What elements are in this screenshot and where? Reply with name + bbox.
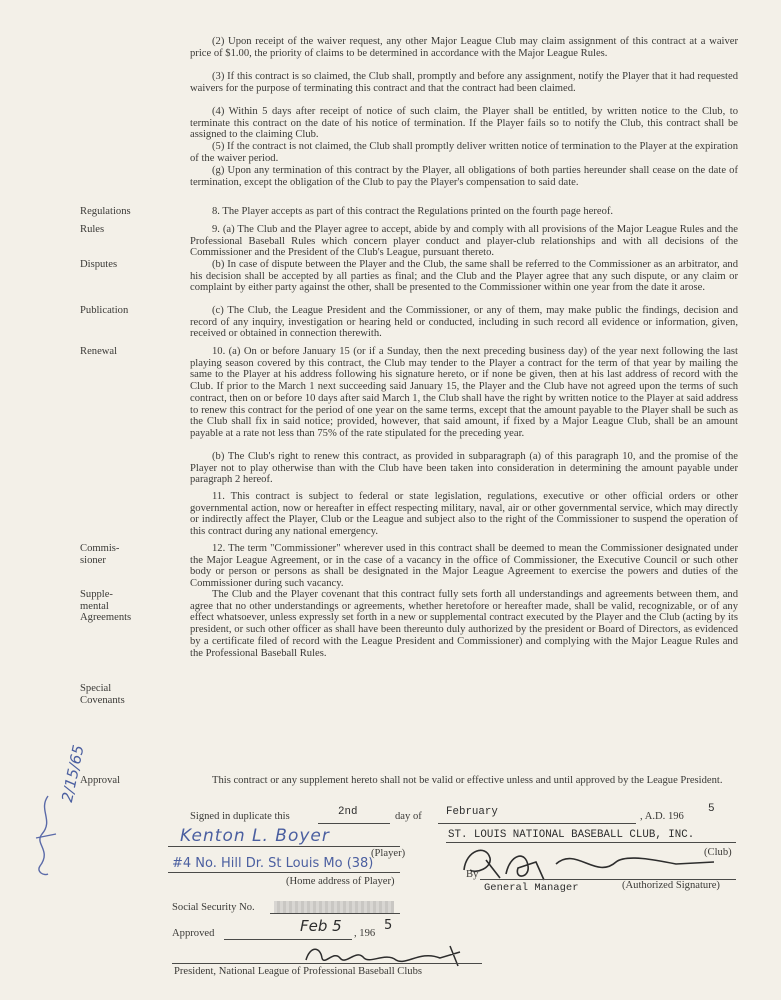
label-disputes: Disputes [80,259,118,270]
paragraph-10a: 10. (a) On or before January 15 (or if a Sunday, then the next preceding business day) of the year next following the last playing season covered by this contract, the Club may tender to the Player a contract for the term of that year by mailing the same to the Player at his address following his signature hereto, or if none be given, then at his last address of record with the Club. If prior to the March 1 next succeeding said January 15, the Player and the Club have not agreed upon the terms of such contract, then on or before 10 days after said March 1, the Club shall have the right by written notice to the Player at said address to renew this contract for the period of one year on the same terms, except that the amount payable to the Player shall be such as the Club shall fix in said notice; provided, however, that said amount, if fixed by a Major League Club, shall be an amount payable at a rate not less than 75% of the rate stipulated for the preceding year. [190,346,738,439]
approved-label: Approved [172,928,215,939]
label-special-line1: Special [80,683,112,694]
day-of-label: day of [395,811,422,822]
approved-year-digit: 5 [384,918,393,933]
president-line [172,963,482,964]
label-supplemental [80,589,180,624]
paragraph-approval: This contract or any supplement hereto shall not be valid or effective unless and until approved by the League President. [212,775,723,786]
label-regulations: Regulations [80,206,131,217]
approved-line [224,939,352,940]
signed-prefix: Signed in duplicate this [190,811,290,822]
month-value: February [446,806,498,818]
ssn-label: Social Security No. [172,902,255,913]
month-line [438,823,636,824]
label-approval: Approval [80,775,121,786]
club-name: ST. LOUIS NATIONAL BASEBALL CLUB, INC. [448,829,695,841]
initials-scribble-icon [30,790,60,880]
approved-date: Feb 5 [300,917,342,935]
label-supplemental-line1: Supple- [80,589,113,600]
label-rules: Rules [80,224,105,235]
club-label: (Club) [704,847,732,858]
ad-prefix: , A.D. 196 [640,811,684,822]
paragraph-10b: (b) The Club's right to renew this contract, as provided in subparagraph (a) of this paragraph 10, and the promise of the Player not to play otherwise than with the Club have been taken into consideration in determining the amount payable under paragraph 2 hereof. [190,451,738,486]
general-manager: General Manager [484,882,579,894]
approved-year-prefix: , 196 [354,928,376,939]
label-commissioner-line1: Commis- [80,543,120,554]
margin-initials [30,790,60,880]
label-special-covenants [80,683,180,706]
label-supplemental-line3: Agreements [80,612,132,624]
paragraph-termination-g: (g) Upon any termination of this contract by the Player, all obligations of both parties hereunder shall cease on the date of termination, except the obligation of the Club to pay the Player's compensation to said date. [190,165,738,188]
label-renewal: Renewal [80,346,118,357]
paragraph-11: 11. This contract is subject to federal or state legislation, regulations, executive or other official orders or other governmental action, now or hereafter in effect respecting military, naval, air or other governmental service, which may directly or indirectly affect the Player, Club or the League and subject also to the right of the Commissioner to suspend the operation of this contract during any national emergency. [190,491,738,538]
label-publication: Publication [80,305,129,316]
paragraph-9c: (c) The Club, the League President and the Commissioner, or any of them, may make public the findings, decision and record of any inquiry, investigation or hearing held or conducted, including in such record all evidence or information, given, received or obtained in connection therewith. [190,305,738,340]
label-special-line2: Covenants [80,694,125,706]
home-address-value: #4 No. Hill Dr. St Louis Mo (38) [172,856,374,871]
paragraph-claim-notify: (3) If this contract is so claimed, the Club shall, promptly and before any assignment, notify the Player that it had requested waivers for the purpose of terminating this contract and that the contract had been claimed. [190,71,738,94]
home-address-line [168,872,400,873]
home-address-label: (Home address of Player) [286,876,395,887]
authorized-label: (Authorized Signature) [622,880,720,891]
paragraph-waiver-claim: (2) Upon receipt of the waiver request, any other Major League Club may claim assignment of this contract at a waiver price of $1.00, the priority of claims to be determined in accordance with the Major League Rules. [190,36,738,59]
paragraph-not-claimed: (5) If the contract is not claimed, the Club shall promptly deliver written notice of termination to the Player at the expiration of the waiver period. [190,141,739,164]
paragraph-player-terminate: (4) Within 5 days after receipt of notice of such claim, the Player shall be entitled, by written notice to the Club, to terminate this contract on the date of his notice of termination. If the Player fails so to notify the Club, this contract shall be assigned to the claiming Club. [190,106,738,141]
paragraph-supplemental: The Club and the Player covenant that this contract fully sets forth all understandings and agreements between them, and agree that no other understandings or agreements, whether heretofore or hereafter made, shall be valid, recognizable, or of any effect whatsoever, unless expressly set forth in a new or supplemental contract executed by the Player and the Club (acting by its president, or such other officer as shall have been thereunto duly authorized by the president or Board of Directors, as evidenced by a certificate filed of record with the League President and Commissioner) and complying with the Major League Rules and the Professional Baseball Rules. [190,589,738,659]
day-value: 2nd [338,806,358,818]
year-digit: 5 [708,803,715,815]
ssn-line [270,913,400,914]
paragraph-9b: (b) In case of dispute between the Player and the Club, the same shall be referred to the Commissioner as an arbitrator, and his decision shall be accepted by all parties as final; and the Club and the Player agree that any such dispute, or any claim or complaint by either party against the other, shall be presented to the Commissioner within one year from the date it arose. [190,259,738,294]
paragraph-12: 12. The term "Commissioner" wherever used in this contract shall be deemed to mean the Commissioner designated under the Major League Agreement, or in the case of a vacancy in the office of Commissioner, the Executive Council or such other body or person or persons as shall be designated in the Major League Agreement to exercise the powers and duties of the Commissioner during such vacancy. [190,543,738,590]
label-supplemental-line2: mental [80,600,109,612]
president-label: President, National League of Professional Baseball Clubs [174,966,423,977]
day-line [318,823,390,824]
margin-date: 2/15/65 [58,743,88,804]
label-commissioner [80,543,180,566]
player-signature: Kenton L. Boyer [180,826,330,846]
ssn-redacted [274,901,394,913]
label-commissioner-line2: sioner [80,554,106,566]
paragraph-8: 8. The Player accepts as part of this contract the Regulations printed on the fourth page hereof. [212,206,614,217]
player-label: (Player) [371,848,406,859]
paragraph-9a: 9. (a) The Club and the Player agree to accept, abide by and comply with all provisions of the Major League Rules and the Professional Baseball Rules which concern player conduct and player-club relationships and with all decisions of the Commissioner and the President of the Club's League, pursuant thereto. [190,224,738,259]
player-line [168,846,400,847]
by-label: By [466,869,479,880]
